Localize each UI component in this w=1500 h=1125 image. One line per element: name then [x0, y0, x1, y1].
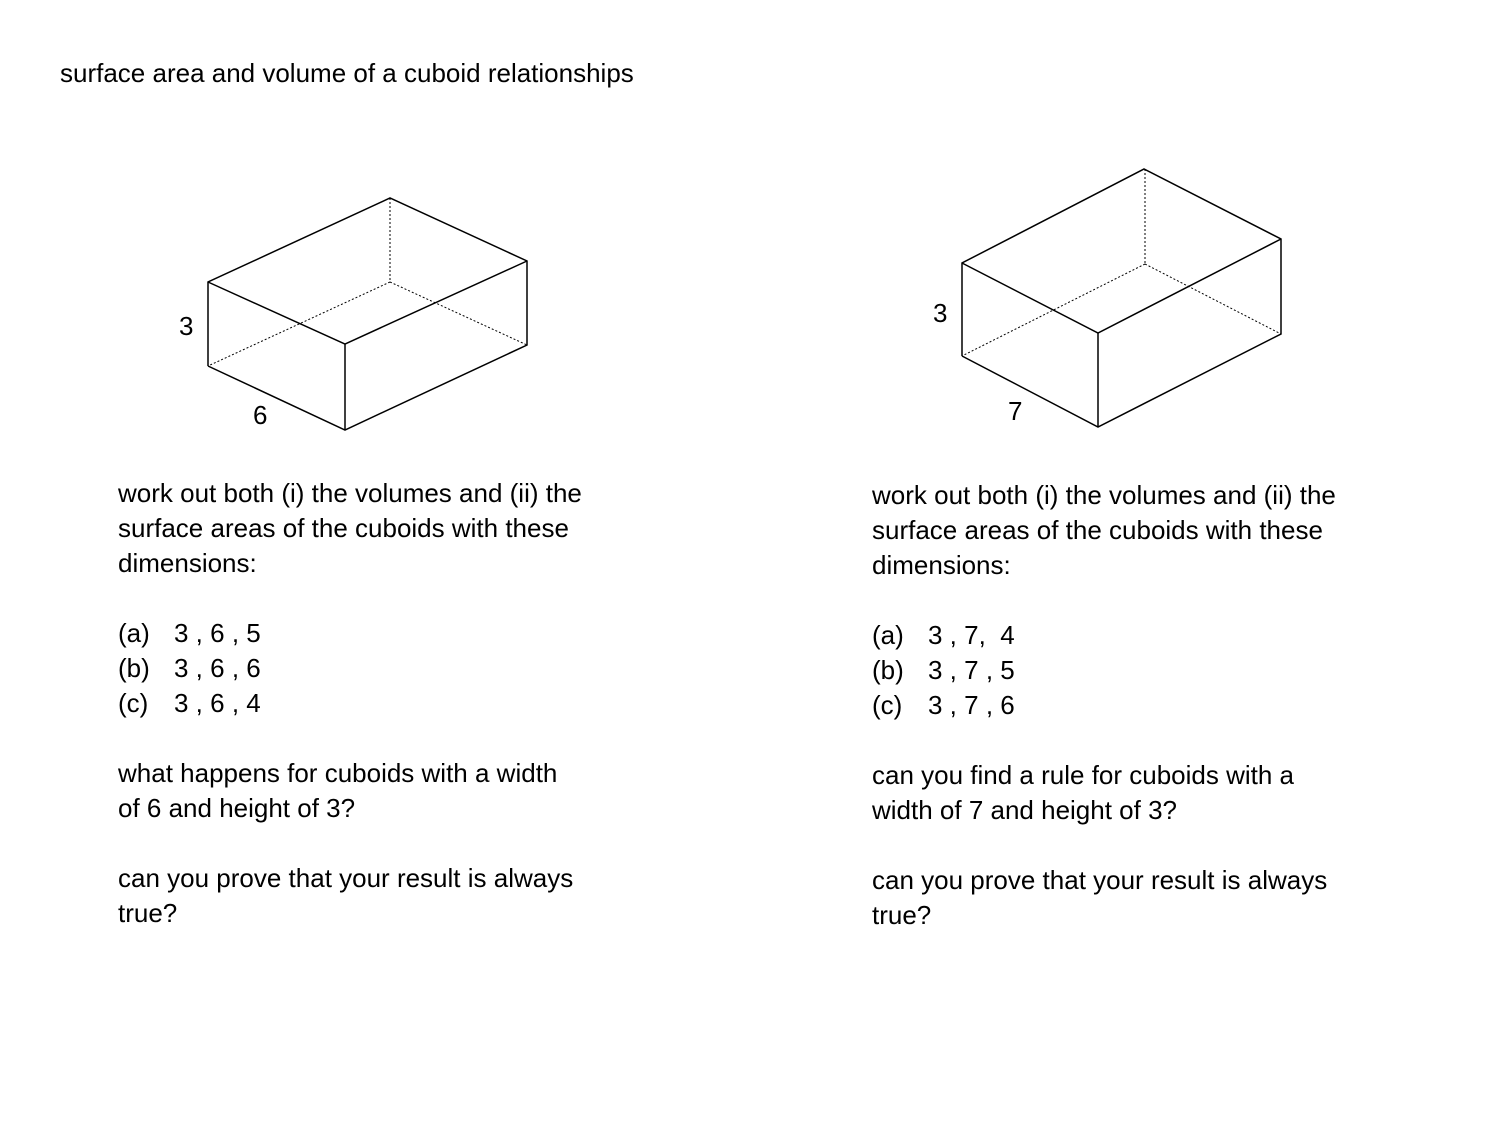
right-cuboid: [962, 169, 1281, 427]
proof-line: can you prove that your result is always: [872, 865, 1328, 895]
option-c: (c) 3 , 7 , 6: [872, 690, 1015, 720]
question-line: can you find a rule for cuboids with a: [872, 760, 1295, 790]
text-line: surface areas of the cuboids with these: [872, 515, 1323, 545]
left-cuboid: [208, 198, 527, 430]
text-line: work out both (i) the volumes and (ii) the: [118, 478, 582, 508]
option-a: (a) 3 , 6 , 5: [118, 618, 261, 648]
right-width-label: 7: [1008, 396, 1023, 426]
option-b: (b) 3 , 7 , 5: [872, 655, 1015, 685]
question-line: width of 7 and height of 3?: [872, 795, 1178, 825]
option-c: (c) 3 , 6 , 4: [118, 688, 261, 718]
left-width-label: 6: [253, 400, 268, 430]
question-line: what happens for cuboids with a width: [118, 758, 558, 788]
option-b: (b) 3 , 6 , 6: [118, 653, 261, 683]
proof-line: can you prove that your result is always: [118, 863, 574, 893]
text-line: work out both (i) the volumes and (ii) the: [872, 480, 1336, 510]
right-height-label: 3: [933, 298, 948, 328]
left-height-label: 3: [179, 311, 194, 341]
page-title: surface area and volume of a cuboid relationships: [60, 58, 634, 88]
text-line: surface areas of the cuboids with these: [118, 513, 569, 543]
option-a: (a) 3 , 7, 4: [872, 620, 1015, 650]
right-instructions: [872, 478, 1336, 933]
proof-line: true?: [872, 900, 932, 930]
left-instructions: [118, 476, 582, 931]
text-line: dimensions:: [872, 550, 1011, 580]
text-line: dimensions:: [118, 548, 257, 578]
question-line: of 6 and height of 3?: [118, 793, 356, 823]
proof-line: true?: [118, 898, 178, 928]
